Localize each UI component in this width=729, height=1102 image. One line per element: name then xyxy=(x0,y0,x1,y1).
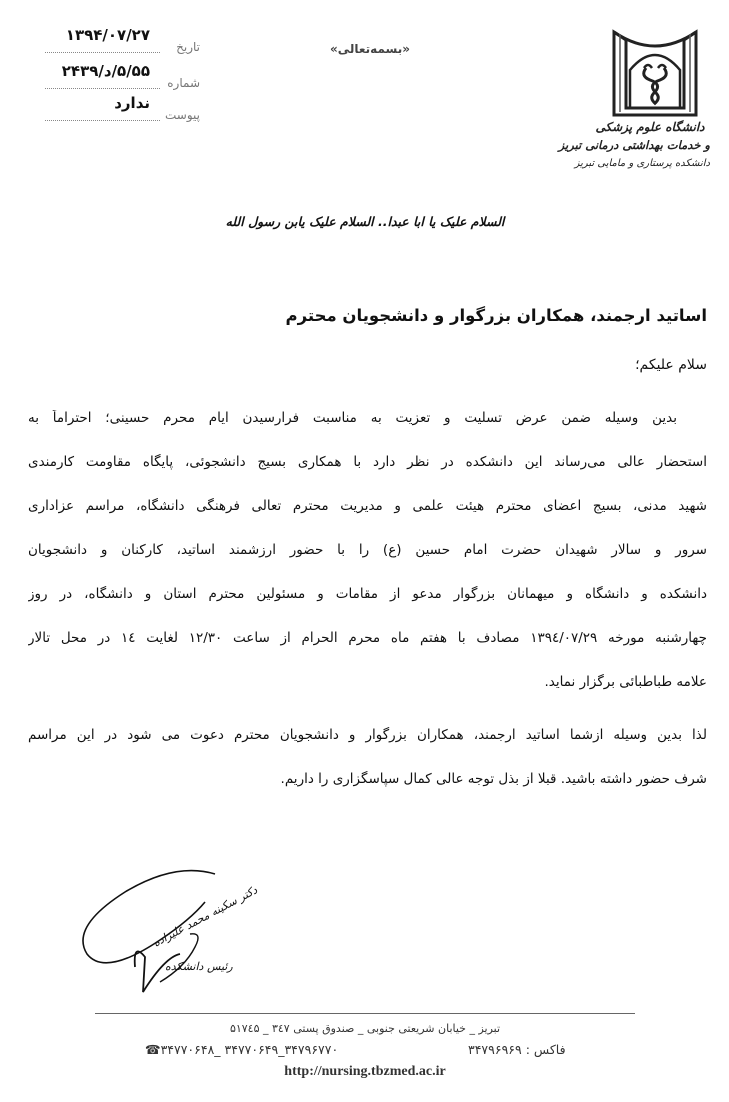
meta-number-label: شماره xyxy=(167,76,200,90)
signature-block xyxy=(65,862,275,997)
footer-fax-number: ۳۴۷۹۶۹۶۹ xyxy=(468,1042,522,1057)
meta-number xyxy=(40,62,200,98)
meta-attachment-label: پیوست xyxy=(165,108,200,122)
meta-attachment-dots xyxy=(45,120,160,121)
body-line: دانشکده و دانشگاه و میهمانان بزرگوار مدعو از مقامات و مسئولین محترم استان و دانشگاه، در روز xyxy=(28,586,707,602)
meta-attachment xyxy=(40,94,200,130)
logo-university-name: دانشگاه علوم پزشکی xyxy=(595,120,705,134)
meta-attachment-value: ندارد xyxy=(114,94,150,112)
body-line: علامه طباطبائی برگزار نماید. xyxy=(544,674,707,690)
bismillah-heading: «بسمه‌تعالی» xyxy=(330,42,410,56)
closing-line: شرف حضور داشته باشید. قبلا از بذل توجه عالی کمال سپاسگزاری را داریم. xyxy=(280,771,707,787)
logo-faculty-name: دانشکده پرستاری و مامایی تبریز xyxy=(574,158,710,169)
footer-fax xyxy=(468,1042,566,1057)
footer-website-link[interactable]: http://nursing.tbzmed.ac.ir xyxy=(284,1064,446,1079)
meta-date-value: ۱۳۹۴/۰۷/۲۷ xyxy=(65,26,150,44)
body-line: استحضار عالی می‌رساند این دانشکده در نظر دارد با همکاری بسیج دانشجوئی، پایگاه مقاومت کارمندی xyxy=(28,454,707,470)
logo-health-services: و خدمات بهداشتی درمانی تبریز xyxy=(558,138,710,152)
body-line: چهارشنبه مورخه ۱۳۹٤/۰۷/۲۹ مصادف با هفتم ماه محرم الحرام از ساعت ۱۲/۳۰ لغایت ۱٤ در محل تالار xyxy=(28,630,707,646)
footer-fax-label: فاکس : xyxy=(525,1042,566,1057)
meta-date-dots xyxy=(45,52,160,53)
meta-date xyxy=(40,26,200,62)
salutation-line: السلام علیک یا ابا عبدا.. السلام علیک یابن رسول الله xyxy=(225,214,505,229)
university-logo xyxy=(558,20,710,190)
footer-address: تبریز _ خیابان شریعتی جنوبی _ صندوق پستی ۳٤۷ _ ۵۱۷٤۵ xyxy=(229,1022,501,1035)
university-emblem-icon xyxy=(600,20,710,120)
meta-date-label: تاریخ xyxy=(176,40,200,54)
closing-line: لذا بدین وسیله ازشما اساتید ارجمند، همکاران بزرگوار و دانشجویان محترم دعوت می شود در این مراسم xyxy=(28,727,707,743)
body-line: بدین وسیله ضمن عرض تسلیت و تعزیت به مناسبت فرارسیدن ایام محرم حسینی؛ احتراماً به xyxy=(28,410,677,426)
body-line: سرور و سالار شهیدان حضرت امام حسین (ع) را با حضور ارزشمند اساتید، کارکنان و دانشجویان xyxy=(28,542,707,558)
signatory-title: رئیس دانشکده xyxy=(165,960,233,973)
letter-recipient: اساتید ارجمند، همکاران بزرگوار و دانشجویان محترم xyxy=(285,306,707,325)
meta-number-value: ۵/۵۵/د/۲۴۳۹ xyxy=(61,62,150,80)
footer-divider xyxy=(95,1013,635,1014)
body-line: شهید مدنی، بسیج اعضای محترم هیئت علمی و مدیریت محترم تعالی فرهنگی دانشگاه، مراسم عزاداری xyxy=(28,498,707,514)
footer-phones xyxy=(145,1042,338,1057)
letter-greeting: سلام علیکم؛ xyxy=(635,357,707,373)
meta-number-dots xyxy=(45,88,160,89)
footer-phone-numbers: ۳۴۷۷۰۶۴۸_ ۳۴۷۷۰۶۴۹_۳۴۷۹۶۷۷۰ xyxy=(160,1042,339,1057)
telephone-icon: ☎ xyxy=(145,1042,161,1057)
signatory-name: دکتر سکینه محمد علیزاده xyxy=(150,883,260,950)
